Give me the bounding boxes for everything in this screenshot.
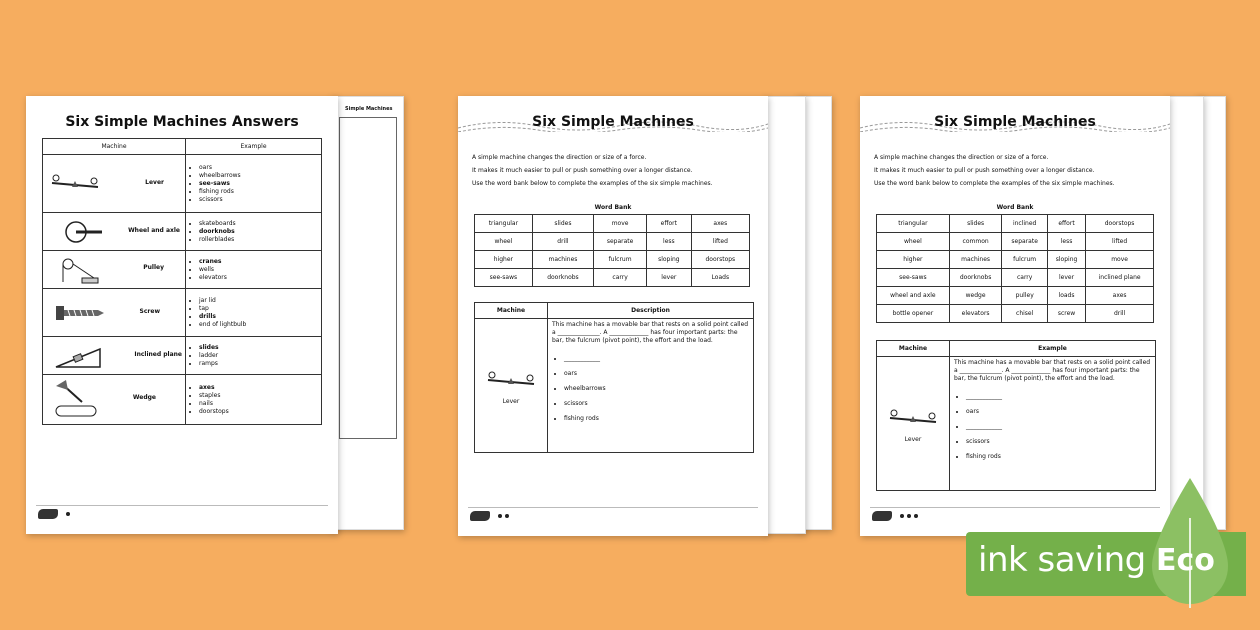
worksheet-back-page-1 — [764, 96, 806, 534]
back-page-table — [339, 117, 397, 439]
example-list: • skateboards • doorknobs • rollerblades — [187, 220, 320, 244]
table-row — [43, 289, 322, 337]
machine-name: Wedge — [132, 393, 156, 401]
level-dot — [505, 514, 509, 518]
column-header-description: Description — [548, 303, 754, 319]
level-dot — [914, 514, 918, 518]
description-table — [474, 302, 754, 453]
screw-icon — [54, 300, 104, 326]
table-row — [43, 375, 322, 425]
page-footer — [468, 507, 758, 522]
word-bank-label: Word Bank — [996, 204, 1034, 211]
machine-cell — [43, 155, 186, 213]
example-list: • jar lid • tap • drills • end of lightbulb — [187, 297, 320, 329]
level-dot — [900, 514, 904, 518]
page-title: Six Simple Machines — [934, 114, 1096, 130]
level-dot — [66, 512, 70, 516]
page-footer — [870, 507, 1160, 522]
example-list: • oars • wheelbarrows • see-saws • fishing rods • scissors — [187, 164, 320, 204]
example-list: • slides • ladder • ramps — [187, 344, 320, 368]
example-table — [876, 340, 1156, 491]
table-row — [43, 155, 322, 213]
answers-back-page — [330, 96, 404, 530]
level-dot — [907, 514, 911, 518]
worksheet-page — [458, 96, 768, 536]
machine-name: Screw — [139, 307, 160, 315]
eco-text: Eco — [1156, 543, 1215, 578]
machine-name: Wheel and axle — [128, 226, 180, 234]
column-header-machine: Machine — [43, 139, 186, 155]
answers-worksheet — [26, 96, 338, 534]
column-header-example: Example — [950, 341, 1156, 357]
ink-saving-text: ink saving — [978, 540, 1146, 580]
machine-name: Inclined plane — [134, 350, 182, 358]
worksheet-page — [860, 96, 1170, 536]
example-list: • ____________ • oars • ____________ • scissors • fishing rods — [954, 389, 1151, 464]
column-header-machine: Machine — [475, 303, 548, 319]
table-row — [43, 337, 322, 375]
example-list: • axes • staples • nails • doorstops — [187, 384, 320, 416]
machine-name: Lever — [145, 178, 164, 186]
word-bank-label: Word Bank — [594, 204, 632, 211]
answers-table — [42, 138, 322, 425]
column-header-machine: Machine — [877, 341, 950, 357]
page-title: Six Simple Machines Answers — [65, 114, 299, 130]
worksheet-back-page-1 — [1166, 96, 1204, 534]
pulley-icon — [54, 256, 102, 284]
twinkl-logo-icon — [38, 509, 58, 519]
twinkl-logo-icon — [470, 511, 490, 521]
machine-description: This machine has a movable bar that rests on a solid point called a ______________. A _____________ has four important parts: the bar, the fulcrum (pivot point), the effort and the load. — [954, 359, 1151, 382]
word-bank-table: triangular slides inclined effort doorstops wheel common separate less lifted higher machines fulcrum sloping move see-saws doorknobs carry lever inclined plane wheel and axle wedge pulley loads axes bottle opener elevators chisel screw drill — [876, 214, 1154, 323]
machine-name: Pulley — [143, 263, 164, 271]
machine-description: This machine has a movable bar that rests on a solid point called a ______________. A _____________ has four important parts: the bar, the fulcrum (pivot point), the effort and the load. — [552, 321, 749, 344]
back-page-title: Simple Machines — [345, 106, 393, 112]
wedge-axe-icon — [52, 380, 102, 420]
seesaw-icon — [486, 366, 536, 394]
inclined-plane-icon — [54, 343, 102, 369]
machine-label: Lever — [904, 435, 922, 443]
example-list: • cranes • wells • elevators — [187, 258, 320, 282]
machine-label: Lever — [502, 397, 520, 405]
table-row — [43, 213, 322, 251]
twinkl-logo-icon — [872, 511, 892, 521]
level-dot — [498, 514, 502, 518]
example-list: • ____________ • oars • wheelbarrows • scissors • fishing rods — [552, 351, 749, 426]
seesaw-icon — [50, 169, 100, 199]
intro-text: A simple machine changes the direction or size of a force. It makes it much easier to pull or push something over a longer distance. Use the word bank below to complete the examples of the six simple machines. — [472, 154, 713, 187]
table-row — [43, 251, 322, 289]
column-header-example: Example — [186, 139, 322, 155]
wheel-axle-icon — [64, 219, 104, 245]
word-bank-table: triangular slides move effort axes wheel drill separate less lifted higher machines fulcrum sloping doorstops see-saws doorknobs carry lever Loads — [474, 214, 750, 287]
page-footer — [36, 505, 328, 520]
intro-text: A simple machine changes the direction or size of a force. It makes it much easier to pull or push something over a longer distance. Use the word bank below to complete the examples of the six simple machines. — [874, 154, 1115, 187]
page-title: Six Simple Machines — [532, 114, 694, 130]
seesaw-icon — [888, 404, 938, 432]
